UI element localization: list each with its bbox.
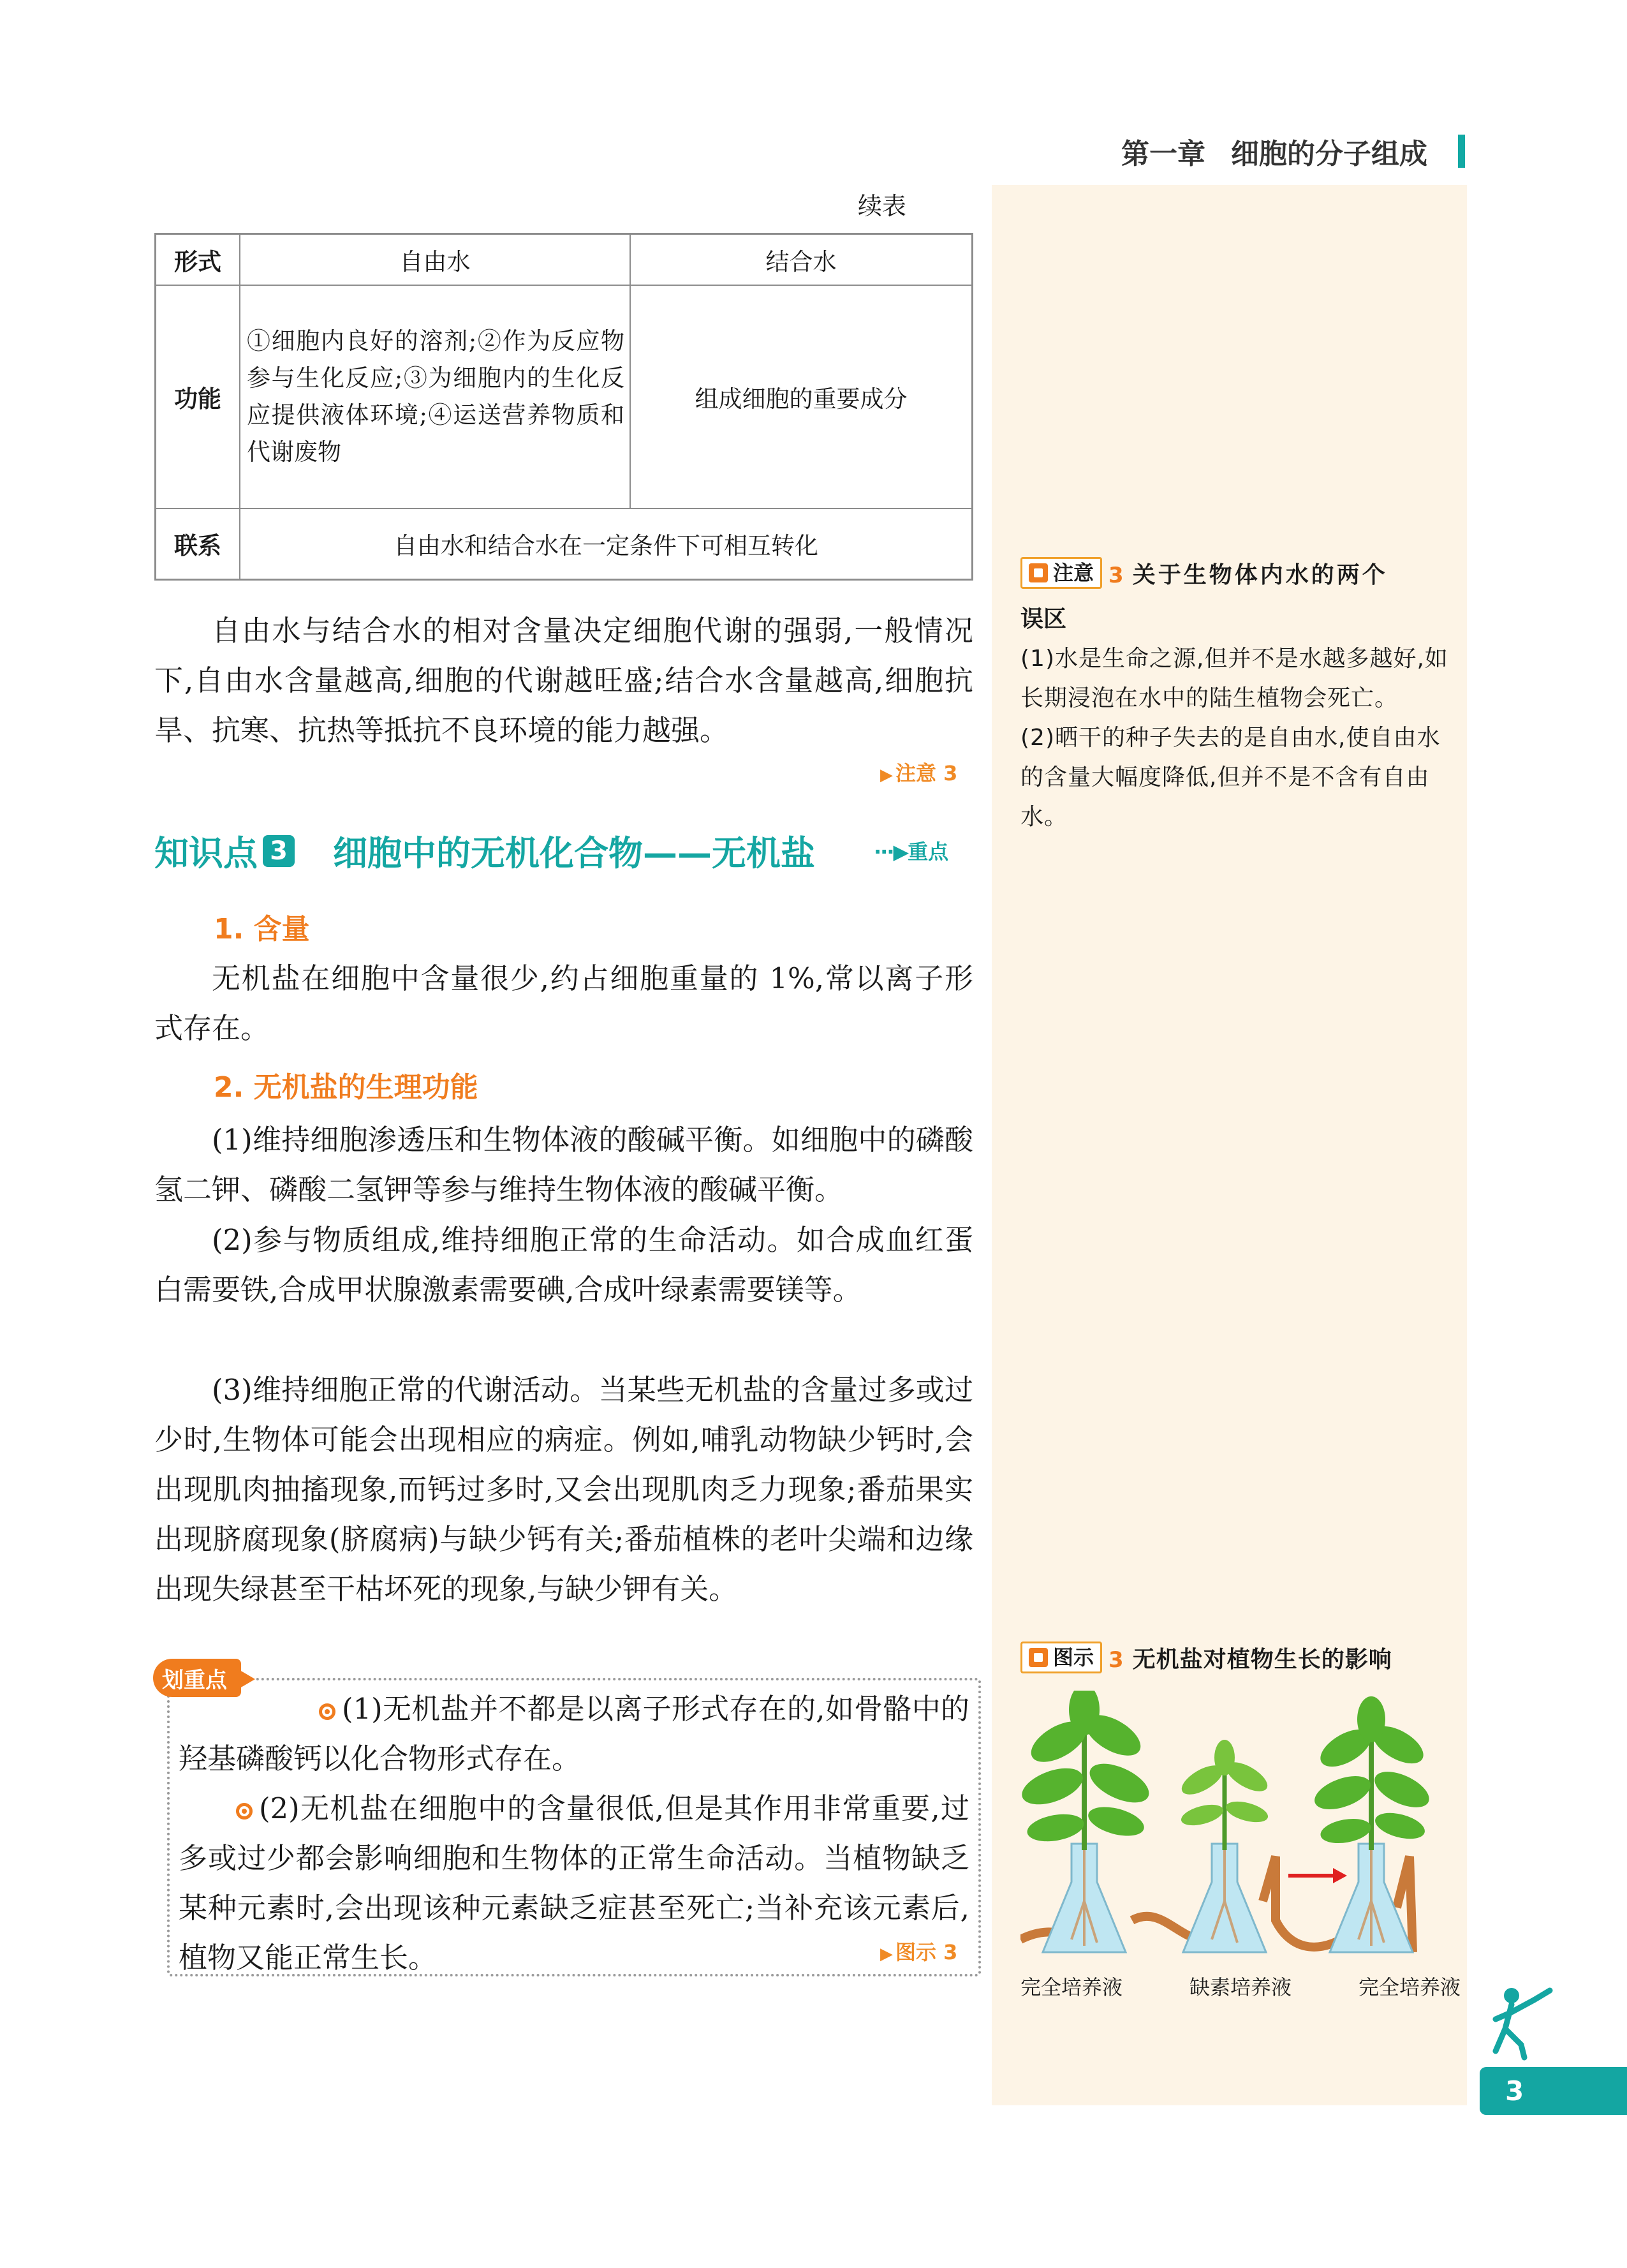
note-item-2: (2)晒干的种子失去的是自由水,使自由水的含量大幅度降低,但并不是不含有自由水。 <box>1020 725 1441 830</box>
sidebar-figure <box>1020 1640 1467 1999</box>
col-header-free-water: 自由水 <box>240 234 630 285</box>
figure-number: 3 <box>1108 1647 1124 1673</box>
key-point-label: 重点 <box>908 840 949 864</box>
kp-title-text: 细胞中的无机化合物——无机盐 <box>333 833 815 873</box>
note-title-continued: 误区 <box>1020 606 1067 632</box>
row-label-relation: 联系 <box>156 508 240 580</box>
note-item-1: (1)水是生命之源,但并不是水越多越好,如长期浸泡在水中的陆生植物会死亡。 <box>1020 646 1448 711</box>
ref-figure-3: ▶ 图示 3 <box>880 1940 958 1964</box>
table-relation-row <box>156 508 973 580</box>
note-icon <box>1029 563 1048 582</box>
figure-title: 无机盐对植物生长的影响 <box>1132 1647 1392 1673</box>
figure-captions <box>1020 1971 1461 2001</box>
table-continued-label: 续表 <box>858 192 907 220</box>
figure-icon <box>1029 1648 1048 1667</box>
chapter-title: 细胞的分子组成 <box>1231 138 1427 170</box>
page-number-tab <box>1480 2067 1627 2115</box>
ref-note-3-label: 注意 3 <box>895 761 958 785</box>
note-number: 3 <box>1108 563 1124 588</box>
row-label-function: 功能 <box>156 285 240 508</box>
kp-prefix: 知识点 <box>154 833 258 873</box>
water-paragraph: 自由水与结合水的相对含量决定细胞代谢的强弱,一般情况下,自由水含量越高,细胞的代谢越旺盛;结合水含量越高,细胞抗旱、抗寒、抗热等抵抗不良环境的能力越强。 <box>154 614 973 747</box>
section-1-text: 无机盐在细胞中含量很少,约占细胞重量的 1%,常以离子形式存在。 <box>154 961 973 1045</box>
chapter-header <box>1121 131 1465 172</box>
highlight-point-1 <box>179 1684 969 1784</box>
col-header-bound-water: 结合水 <box>630 234 973 285</box>
caption-complete-2: 完全培养液 <box>1358 1975 1461 1999</box>
table-header-row <box>156 234 973 285</box>
ref-figure-3-label: 图示 3 <box>895 1940 958 1964</box>
figure-label <box>1020 1642 1102 1673</box>
water-forms-table <box>154 233 973 581</box>
bound-water-function: 组成细胞的重要成分 <box>630 285 973 508</box>
knowledge-point-title <box>154 826 815 875</box>
caption-deficient: 缺素培养液 <box>1189 1975 1292 1999</box>
chapter-number: 第一章 <box>1121 138 1205 170</box>
decorative-figure-icon <box>1486 1984 1556 2061</box>
bullet-icon <box>236 1803 253 1820</box>
function-item-2: (2)参与物质组成,维持细胞正常的生命活动。如合成血红蛋白需要铁,合成甲状腺激素需要碘,合成叶绿素需要镁等。 <box>154 1223 973 1307</box>
relation-text: 自由水和结合水在一定条件下可相互转化 <box>240 508 973 580</box>
highlight-point-1-text: (1)无机盐并不都是以离子形式存在的,如骨骼中的羟基磷酸钙以化合物形式存在。 <box>179 1692 969 1775</box>
note-label <box>1020 557 1102 589</box>
page-number: 3 <box>1505 2075 1524 2107</box>
note-label-text: 注意 <box>1053 561 1094 585</box>
kp-number-badge: 3 <box>263 835 295 867</box>
arrow-icon <box>1333 1868 1347 1883</box>
highlight-tag-label: 划重点 <box>162 1667 227 1693</box>
highlight-point-2 <box>179 1784 969 1983</box>
highlight-point-2-text: (2)无机盐在细胞中的含量很低,但是其作用非常重要,过多或过少都会影响细胞和生物体的正常生命活动。当植物缺乏某种元素时,会出现该种元素缺乏症甚至死亡;当补充该元素后,植物又能正常生长。 <box>179 1791 969 1975</box>
function-item-1: (1)维持细胞渗透压和生物体液的酸碱平衡。如细胞中的磷酸氢二钾、磷酸二氢钾等参与维持生物体液的酸碱平衡。 <box>154 1123 973 1206</box>
free-water-function: ①细胞内良好的溶剂;②作为反应物参与生化反应;③为细胞内的生化反应提供液体环境;④运送营养物质和代谢废物 <box>240 285 630 508</box>
plant-growth-illustration <box>1020 1691 1467 1971</box>
sidebar-note <box>1020 555 1461 837</box>
figure-label-text: 图示 <box>1053 1645 1094 1670</box>
row-label-form: 形式 <box>156 234 240 285</box>
section-1-heading: 1. 含量 <box>214 913 310 945</box>
bullet-icon <box>319 1703 335 1720</box>
table-function-row <box>156 285 973 508</box>
leaves-1 <box>1020 1691 1154 1846</box>
function-item-3: (3)维持细胞正常的代谢活动。当某些无机盐的含量过多或过少时,生物体可能会出现相应的病症。例如,哺乳动物缺少钙时,会出现肌肉抽搐现象,而钙过多时,又会出现肌肉乏力现象;番茄果实出现脐腐现象(脐腐病)与缺少钙有关;番茄植株的老叶尖端和边缘出现失绿甚至干枯坏死的现象,与缺少钾有关。 <box>154 1373 973 1606</box>
note-title: 关于生物体内水的两个 <box>1132 562 1388 588</box>
caption-complete-1: 完全培养液 <box>1020 1975 1123 1999</box>
section-2-heading: 2. 无机盐的生理功能 <box>214 1071 478 1104</box>
header-accent-bar <box>1458 135 1465 168</box>
ref-note-3: ▶ 注意 3 <box>880 761 958 785</box>
key-point-marker: ···▶重点 <box>874 840 949 864</box>
